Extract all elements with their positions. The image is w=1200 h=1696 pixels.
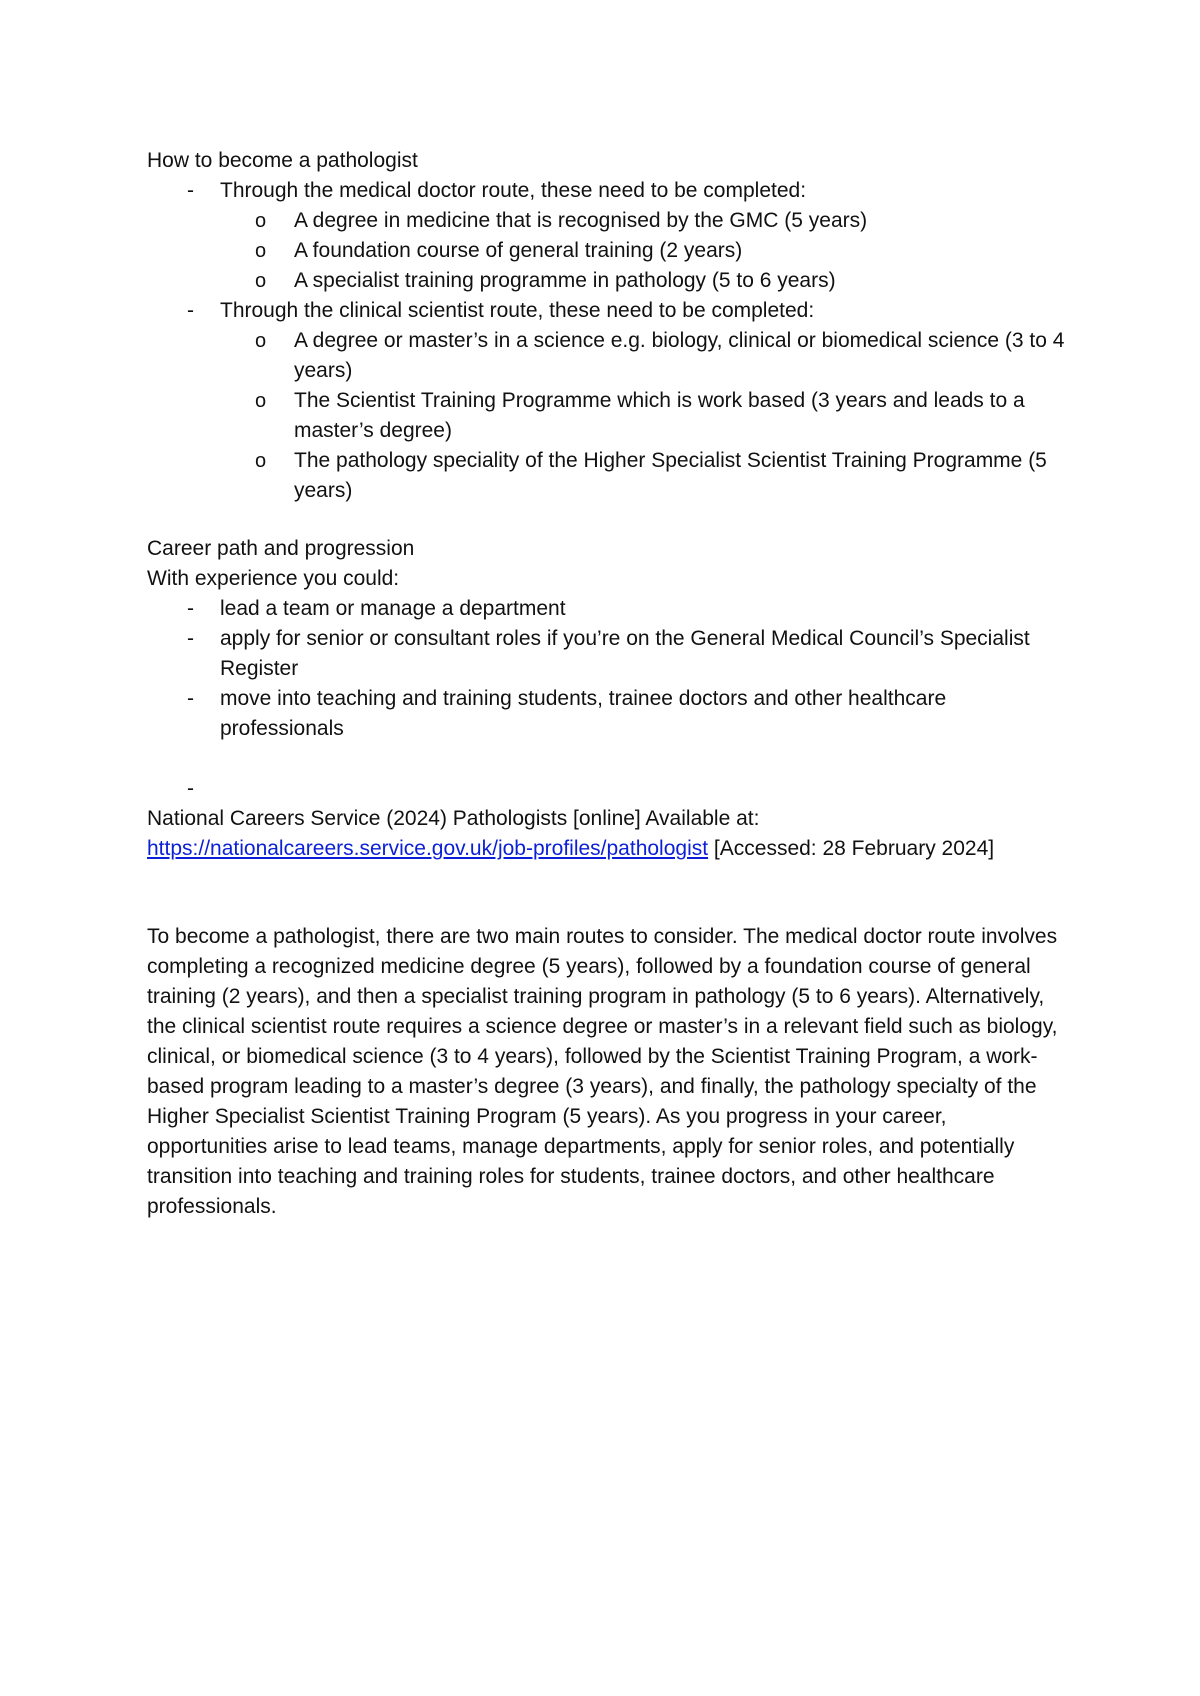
route-medical-doctor	[147, 176, 1067, 296]
list-item	[147, 624, 1067, 684]
step-text: The Scientist Training Programme which is work based (3 years and leads to a master’s degree)	[294, 389, 1025, 442]
reference-text: National Careers Service (2024) Pathologists [online] Available at:	[147, 807, 760, 830]
route-clinical-scientist-steps	[147, 326, 1067, 506]
reference-accessed: [Accessed: 28 February 2024]	[713, 837, 995, 860]
spacer	[147, 506, 1067, 534]
reference-link[interactable]: https://nationalcareers.service.gov.uk/job-profiles/pathologist	[147, 837, 709, 860]
document-page	[147, 146, 1067, 1222]
career-intro: With experience you could:	[147, 567, 400, 590]
career-option-text: lead a team or manage a department	[220, 597, 566, 620]
routes-list	[147, 176, 1067, 506]
dash-bullet: -	[187, 597, 194, 620]
circle-bullet: o	[255, 210, 267, 232]
route-clinical-scientist	[147, 296, 1067, 506]
list-item	[147, 446, 1067, 506]
career-option-text: move into teaching and training students, trainee doctors and other healthcare professionals	[220, 687, 947, 740]
dash-bullet: -	[187, 777, 194, 800]
list-item	[147, 266, 1067, 296]
route-medical-doctor-text: Through the medical doctor route, these need to be completed:	[220, 179, 807, 202]
circle-bullet: o	[255, 450, 267, 472]
list-item	[147, 386, 1067, 446]
dash-bullet: -	[187, 687, 194, 710]
list-item	[147, 684, 1067, 744]
list-item	[147, 236, 1067, 266]
section-heading-career-path: Career path and progression	[147, 537, 415, 560]
dash-bullet: -	[187, 627, 194, 650]
step-text: The pathology speciality of the Higher Specialist Scientist Training Programme (5 years)	[294, 449, 1047, 502]
circle-bullet: o	[255, 240, 267, 262]
step-text: A degree or master’s in a science e.g. biology, clinical or biomedical science (3 to 4 years)	[294, 329, 1065, 382]
dash-bullet: -	[187, 299, 194, 322]
summary-paragraph: To become a pathologist, there are two main routes to consider. The medical doctor route involves completing a recognized medicine degree (5 years), followed by a foundation course of general training (2 years), and then a specialist training program in pathology (5 to 6 years). Alternatively, the clinical scientist route requires a science degree or master’s in a relevant field such as biology, clinical, or biomedical science (3 to 4 years), followed by the Scientist Training Program, a work-based program leading to a master’s degree (3 years), and finally, the pathology specialty of the Higher Specialist Scientist Training Program (5 years). As you progress in your career, opportunities arise to lead teams, manage departments, apply for senior roles, and potentially transition into teaching and training roles for students, trainee doctors, and other healthcare professionals.	[147, 925, 1058, 1218]
route-medical-doctor-steps	[147, 206, 1067, 296]
list-item	[147, 326, 1067, 386]
step-text: A degree in medicine that is recognised by the GMC (5 years)	[294, 209, 868, 232]
section-heading-how-to-become: How to become a pathologist	[147, 149, 418, 172]
career-option-text: apply for senior or consultant roles if you’re on the General Medical Council’s Specialist Register	[220, 627, 1030, 680]
list-item	[147, 206, 1067, 236]
list-item	[147, 774, 1067, 804]
circle-bullet: o	[255, 270, 267, 292]
step-text: A foundation course of general training (2 years)	[294, 239, 743, 262]
dash-bullet: -	[187, 179, 194, 202]
spacer	[147, 864, 1067, 922]
step-text: A specialist training programme in pathology (5 to 6 years)	[294, 269, 836, 292]
reference-citation	[147, 804, 1067, 864]
route-clinical-scientist-text: Through the clinical scientist route, these need to be completed:	[220, 299, 815, 322]
circle-bullet: o	[255, 390, 267, 412]
career-options-list	[147, 594, 1067, 804]
list-item	[147, 594, 1067, 624]
circle-bullet: o	[255, 330, 267, 352]
